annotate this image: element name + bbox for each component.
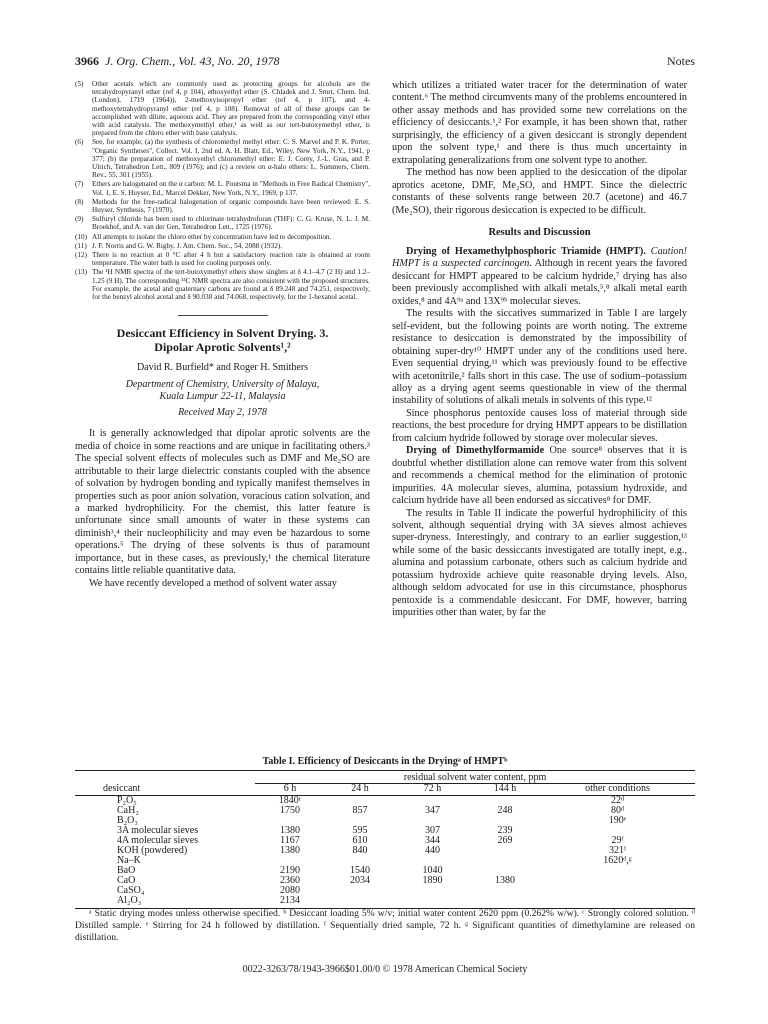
hmpt-paragraph: Drying of Hexamethylphosphoric Triamide (HMPT). Caution! HMPT is a suspected carcinogen. Although in recent years the favored desiccant for HMPT appeared to be calcium hydride,⁷ drying has also been previously accomplished with alkali metals,⁵,⁸ alkali metal earth oxides,⁸ and 4A⁹ᵃ and 13X⁹ᵇ molecular sieves.	[392, 245, 688, 307]
section-label: Notes	[667, 54, 695, 68]
value-cell: 239	[497, 825, 513, 836]
footnote-number: (6)	[75, 138, 84, 147]
value-cell: 1380	[495, 875, 515, 886]
value-cell	[470, 846, 540, 856]
value-cell: 840	[352, 845, 368, 856]
value-cell	[470, 886, 540, 896]
footnote-text: Sulfuryl chloride has been used to chlorinate tetrahydrofuran (THF): C. G. Kruse, N. L. J. M. Broekhof, and A. van der Gen, Tetrahedron Lett., 1725 (1976).	[92, 215, 370, 232]
value-cell: 190ᵉ	[608, 815, 627, 826]
table-caption: Table I. Efficiency of Desiccants in the Dryingᵃ of HMPTᵇ	[262, 756, 508, 767]
value-cell: 22ᵈ	[610, 795, 625, 806]
value-cell: 1380	[280, 825, 300, 836]
footnote-number: (12)	[75, 251, 87, 260]
table-row	[75, 886, 695, 896]
value-cell	[395, 886, 470, 896]
value-cell: 29ᶠ	[611, 835, 624, 846]
value-cell	[540, 896, 695, 909]
value-cell	[540, 866, 695, 876]
affiliation: Department of Chemistry, University of Malaya, Kuala Lumpur 22-11, Malaysia	[125, 379, 320, 403]
value-cell: 269	[497, 835, 513, 846]
footnote	[75, 215, 370, 231]
footnote-number: (7)	[75, 180, 84, 189]
footnote-number: (11)	[75, 241, 87, 250]
footnote	[75, 268, 370, 301]
footnote	[75, 180, 370, 196]
value-cell: 1380	[280, 845, 300, 856]
footnote-text: Other acetals which are commonly used as protecting groups for alcohols are the tetrahydropyranyl ether (ref 4, p 104), ethoxyethyl ether (S. Chladek and J. Smrt, Chem. Ind. (London), 1719 (1964)), 2-methoxyisopropyl ether (ref 4, p 107), and 4-methoxytetrahydropyranyl ether (ref 4, p 108). Removal of all of these groups can be accomplished with dilute, aqueous acid. They are prepared from the corresponding vinyl ether with acid catalysis. The methoxymethyl ether,¹ as well as our tert-butoxymethyl ether, is prepared from the chloro ether with base catalysis.	[92, 80, 370, 138]
value-cell: 80ᵈ	[610, 805, 625, 816]
column-group-header: residual solvent water content, ppm	[255, 771, 695, 784]
table-row	[75, 856, 695, 866]
body-paragraph: We have recently developed a method of solvent water assay	[89, 577, 337, 589]
table-row	[75, 796, 695, 807]
footnote-text: Ethers are halogenated on the α carbon: M. L. Poutsma in "Methods in Free Radical Chemistry", Vol. 1, E. S. Huyser, Ed., Marcel Dekker, New York, N.Y., 1969, p 137.	[92, 180, 370, 197]
body-paragraph: The results in Table II indicate the powerful hydrophilicity of this solvent, although sequential drying with 3A sieves almost achieves super-dryness. Interestingly, and contrary to an earlier suggestion,¹³ while some of the basic dessiccants investigated are totally inept, e.g., alumina and potassium carbonate, others such as calcium hydride and potassium hydroxide achieve quite reasonable drying levels. Also, although seldom advocated for use in this circumstance, phosphorus pentoxide is a commendable desiccant. For DMF, however, barring impurities other than water, by far the	[392, 507, 687, 619]
table-row	[75, 866, 695, 876]
desiccant-cell: B₂O₃	[117, 815, 138, 826]
desiccant-cell: 4A molecular sieves	[117, 835, 199, 846]
value-cell: 307	[425, 825, 440, 836]
footnote-text: See, for example, (a) the synthesis of chloromethyl methyl ether: C. S. Marvel and P. K. Porter, "Organic Syntheses", Collect. Vol. I, 2nd ed, A. H. Blatt, Ed., Wiley, New York, N.Y., 1941, p 377; (b) the preparation of methoxyethyl chloromethyl ether: E. J. Corey, J.-L. Gras, and P. Ulrich, Tetrahedron Lett., 809 (1976); and (c) a review on α-halo ethers: L. Summers, Chem. Rev., 55, 301 (1955).	[92, 138, 370, 180]
received-date: Received May 2, 1978	[178, 407, 267, 419]
body-paragraph: The results with the siccatives summarized in Table I are largely self-evident, but the following points are worth noting. The extreme resistance to desiccation is demonstrated by the impossibility of obtaining super-dry¹⁰ HMPT under any of the conditions used here. Even sequential drying,¹¹ which was previously found to be effective with acetonitrile,² falls short in this case. The use of sodium–potassium alloy as a drying agent seems questionable in view of the thermal instability of solutions of alkali metals in solvents of this type.¹²	[392, 308, 687, 407]
value-cell: 2134	[255, 896, 325, 909]
value-cell: 1620ᵈ,ᵍ	[603, 855, 632, 866]
value-cell: 440	[425, 845, 440, 856]
value-cell: 1890	[422, 875, 443, 886]
value-cell	[470, 896, 540, 909]
value-cell: 2190	[280, 865, 300, 876]
right-column	[392, 80, 687, 620]
footnote	[75, 251, 370, 267]
body-paragraph: The method has now been applied to the desiccation of the dipolar aprotics acetone, DMF, Me₂SO, and HMPT. Since the dielectric constants of these solvents range between 20.7 (acetone) and 46.7 (Me₂SO), their rigorous desiccation is expected to be difficult.	[392, 167, 687, 216]
footnote-text: J. F. Norris and G. W. Rigby, J. Am. Chem. Soc., 54, 2088 (1932).	[92, 241, 283, 250]
column-header: desiccant	[75, 784, 255, 796]
value-cell: 344	[425, 835, 440, 846]
value-cell: 1040	[422, 865, 443, 876]
value-cell: 1750	[280, 805, 300, 816]
value-cell: 347	[425, 805, 440, 816]
value-cell: 2360	[280, 875, 300, 886]
table-row	[75, 876, 695, 886]
value-cell	[325, 896, 395, 909]
value-cell	[395, 896, 470, 909]
table-row	[75, 806, 695, 816]
body-paragraph: Since phosphorus pentoxide causes loss of material through side reactions, the best procedure for drying HMPT appears to be distillation from calcium hydride followed by storage over molecular sieves.	[392, 407, 687, 444]
article-title: Desiccant Efficiency in Solvent Drying. 3. Dipolar Aprotic Solvents¹,²	[116, 326, 329, 355]
body-paragraph: It is generally acknowledged that dipolar aprotic solvents are the media of choice in some reactions and are unique in facilitating others.³ The special solvent effects of molecules such as DMF and Me₂SO are attributable to their large dielectric constants coupled with the absence of solvation by hydrogen bonding and typically manifest themselves in properties such as poor anion solvation, voracious cation solvation, and a marked hydrophilicity. For the chemist, this latter feature is unfortunate since small amounts of water in these systems can diminish³,⁴ their nucleophilicity and may even be hazardous to some operations.⁵ The drying of these solvents is thus of paramount importance, but in these cases, as previously,¹ the chemical literature contains little reliable quantitative data.	[75, 428, 370, 577]
footnote-number: (5)	[75, 80, 84, 88]
desiccant-cell: Na–K	[117, 855, 141, 866]
value-cell: 248	[497, 805, 513, 816]
data-table	[75, 770, 695, 909]
dmf-paragraph: Drying of Dimethylformamide One source⁸ observes that it is doubtful whether distillation alone can remove water from this solvent and recommends a chemical method for the elimination of protonic impurities. 4A molecular sieves, alumina, potassium hydroxide, and calcium hydride have all been endorsed as siccatives⁸ for DMF.	[392, 445, 687, 507]
column-header: 144 h	[470, 784, 540, 796]
column-header: other conditions	[540, 784, 695, 796]
footnote-text: The ¹H NMR spectra of the tert-butoxymethyl ethers show singlets at δ 4.1–4.7 (2 H) and 1.2–1.25 (9 H). The corresponding ¹³C NMR spectra are also consistent with the proposed structures. For example, the acetal and quaternary carbons are found at δ 89.248 and 74.251, respectively, for the benzyl alcohol acetal and δ 90.038 and 74.068, respectively, for the 1-hexanol acetal.	[92, 268, 370, 302]
footnote-text: Methods for the free-radical halogenation of organic compounds have been reviewed: E. S. Huyser, Synthesis, 7 (1970).	[92, 197, 370, 215]
desiccant-cell: P₂O₅	[117, 795, 137, 806]
desiccant-cell: BaO	[117, 865, 136, 876]
subheading: Drying of Dimethylformamide	[406, 445, 545, 457]
value-cell	[540, 886, 695, 896]
divider-rule	[178, 315, 268, 316]
value-cell	[540, 876, 695, 886]
value-cell: 2080	[280, 885, 300, 896]
journal-citation: J. Org. Chem., Vol. 43, No. 20, 1978	[105, 54, 280, 68]
footnote	[75, 233, 370, 241]
footnote-text: All attempts to isolate the chloro ether by concentration have led to decomposition.	[92, 232, 332, 241]
column-header: 72 h	[395, 784, 470, 796]
value-cell: 610	[352, 835, 368, 846]
footnote	[75, 198, 370, 214]
running-header	[75, 54, 695, 70]
value-cell	[325, 886, 395, 896]
footnote-text: There is no reaction at 0 °C after 4 h but a satisfactory reaction rate is obtained at room temperature. The water bath is used for cooling purposes only.	[92, 251, 370, 268]
authors: David R. Burfield* and Roger H. Smithers	[136, 362, 309, 374]
footnote-number: (8)	[75, 197, 84, 206]
footnote-number: (10)	[75, 232, 87, 241]
table-row	[75, 846, 695, 856]
column-header: 6 h	[255, 784, 325, 796]
footnote-number: (13)	[75, 268, 87, 277]
desiccant-cell: CaO	[117, 875, 136, 886]
copyright-footer: 0022-3263/78/1943-3966$01.00/0 © 1978 American Chemical Society	[242, 964, 528, 975]
footnote	[75, 242, 370, 250]
footnote-number: (9)	[75, 215, 84, 224]
left-column	[75, 80, 370, 590]
value-cell: 1167	[280, 835, 300, 846]
value-cell: 857	[352, 805, 368, 816]
caution-text: Caution! HMPT is a suspected carcinogen.	[392, 245, 688, 270]
page-number: 3966	[75, 54, 99, 68]
body-paragraph: which utilizes a tritiated water tracer for the determination of water content.⁶ The method circumvents many of the problems encountered in other assay methods and has provided some new correlations on the efficiency of desiccants.¹,² For example, it has been shown that, rather surprisingly, the efficiency of a given desiccant is strongly dependent upon the solvent type,¹ and there is thus much uncertainty in extrapolating generalizations from one solvent type to another.	[392, 80, 687, 166]
desiccant-cell: CaH₂	[117, 805, 139, 816]
desiccant-cell: Al₂O₃	[75, 896, 255, 909]
table-row	[75, 896, 695, 909]
desiccant-cell: CaSO₄	[117, 885, 145, 896]
desiccant-cell: KOH (powdered)	[117, 845, 188, 856]
footnotes	[75, 80, 370, 301]
subheading: Drying of Hexamethylphosphoric Triamide (HMPT).	[406, 245, 646, 257]
desiccant-cell: 3A molecular sieves	[117, 825, 199, 836]
footnote	[75, 80, 370, 137]
value-cell: 595	[352, 825, 368, 836]
value-cell: 2034	[350, 875, 370, 886]
value-cell: 1840ᶜ	[278, 795, 302, 806]
value-cell	[470, 856, 540, 866]
column-header: 24 h	[325, 784, 395, 796]
table-notes: ᵃ Static drying modes unless otherwise specified. ᵇ Desiccant loading 5% w/v; initial water content 2620 ppm (0.262% w/w). ᶜ Strongly colored solution. ᵈ Distilled sample. ᵉ Stirring for 24 h followed by distillation. ᶠ Sequentially dried sample, 72 h. ᵍ Significant quantities of dimethylamine are released on distillation.	[75, 908, 695, 943]
footnote	[75, 138, 370, 179]
section-heading: Results and Discussion	[488, 226, 591, 238]
value-cell: 1540	[350, 865, 370, 876]
value-cell: 321ᶠ	[608, 845, 627, 856]
